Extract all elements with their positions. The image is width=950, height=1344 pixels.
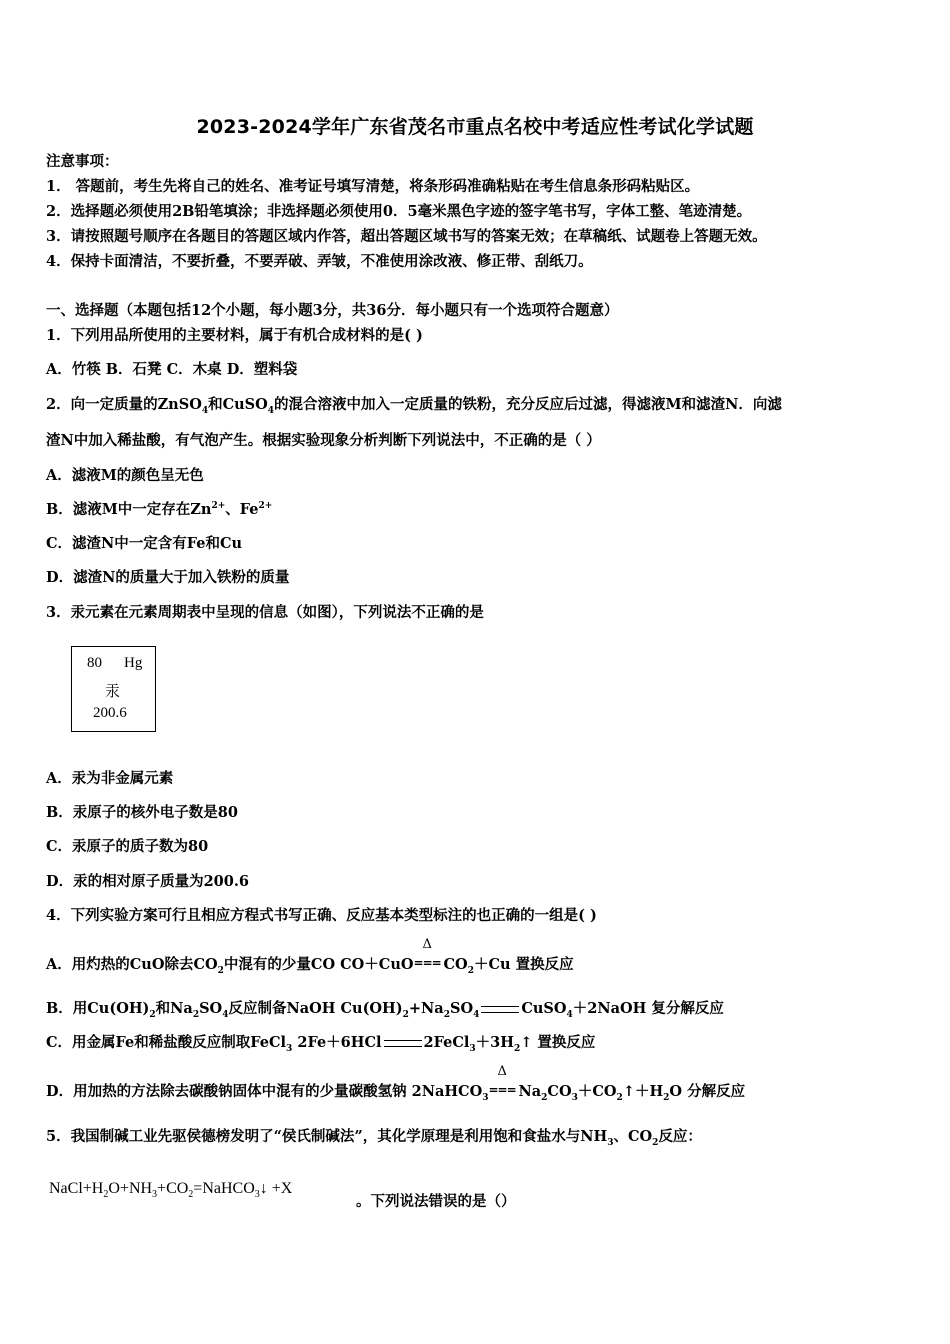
q4d-text: O 分解反应 bbox=[669, 1083, 746, 1100]
page-title: 2023-2024学年广东省茂名市重点名校中考适应性考试化学试题 bbox=[196, 116, 754, 138]
q5-text: 5．我国制碱工业先驱侯德榜发明了“侯氏制碱法”，其化学原理是利用饱和食盐水与NH bbox=[46, 1128, 608, 1145]
question-2-stem-line-1 bbox=[46, 395, 782, 415]
q4d-text: Na bbox=[518, 1083, 542, 1100]
question-2-option-a: A．滤液M的颜色呈无色 bbox=[46, 467, 204, 484]
question-5-equation bbox=[49, 1180, 293, 1201]
question-1-options: A．竹筷 B．石凳 C．木桌 D．塑料袋 bbox=[46, 361, 298, 378]
q5-formula: NaCl+H bbox=[49, 1180, 104, 1197]
q4b-sub: 2 bbox=[192, 1009, 200, 1020]
q2-sub: 4 bbox=[267, 405, 275, 416]
notes-item-2: 2．选择题必须使用2B铅笔填涂；非选择题必须使用0．5毫米黑色字迹的签字笔书写，字体工整、笔迹清楚。 bbox=[46, 203, 752, 220]
q5-formula: O+NH bbox=[108, 1180, 153, 1197]
q5-sub: 3 bbox=[607, 1137, 614, 1148]
q4d-text: ↑＋H bbox=[622, 1083, 664, 1100]
q4c-text: 2Fe＋6HCl bbox=[292, 1034, 382, 1051]
notes-item-3: 3．请按照题号顺序在各题目的答题区域内作答，超出答题区域书写的答案无效；在草稿纸、试题卷上答题无效。 bbox=[46, 228, 767, 245]
q4c-text: ＋3H bbox=[475, 1034, 514, 1051]
periodic-element-cell bbox=[71, 646, 156, 732]
q4c-text: 2FeCl bbox=[423, 1034, 470, 1051]
equals-sign: === bbox=[488, 1083, 516, 1097]
q4b-sub: 4 bbox=[222, 1009, 229, 1020]
q5-formula-sub: 3 bbox=[254, 1189, 260, 1201]
q4a-text: A．用灼热的CuO除去CO bbox=[46, 956, 218, 973]
q4c-sub: 3 bbox=[469, 1043, 476, 1054]
question-2-option-b bbox=[46, 500, 272, 520]
question-3-option-a: A．汞为非金属元素 bbox=[46, 770, 174, 787]
notes-heading: 注意事项： bbox=[46, 153, 119, 170]
q4a-sub: 2 bbox=[217, 965, 224, 976]
q5-sub: 2 bbox=[652, 1137, 659, 1148]
q4d-sub: 2 bbox=[616, 1092, 623, 1103]
question-3-option-b: B．汞原子的核外电子数是80 bbox=[46, 804, 238, 821]
q4d-sub: 3 bbox=[571, 1092, 578, 1103]
q4a-text: 中混有的少量CO CO＋CuO bbox=[223, 956, 414, 973]
q2-formula: CuSO bbox=[222, 396, 268, 413]
ion-charge: 2+ bbox=[258, 501, 273, 512]
q4d-sub: 2 bbox=[663, 1092, 670, 1103]
q4b-sub: 2 bbox=[443, 1009, 450, 1020]
q4b-sub: 2 bbox=[149, 1009, 156, 1020]
notes-item-1: 1． 答题前，考生先将自己的姓名、准考证号填写清楚，将条形码准确粘贴在考生信息条形码粘贴区。 bbox=[46, 178, 700, 195]
q2-option-b-text: B．滤液M中一定存在Zn bbox=[46, 501, 212, 518]
q4d-sub: 2 bbox=[541, 1092, 548, 1103]
q4a-sub: 2 bbox=[467, 965, 474, 976]
q2-option-b-text: 、Fe bbox=[225, 501, 259, 518]
q4b-text: SO bbox=[449, 1000, 474, 1017]
q4d-text: ＋CO bbox=[577, 1083, 617, 1100]
q4a-text: CO bbox=[443, 956, 468, 973]
question-4-stem: 4．下列实验方案可行且相应方程式书写正确、反应基本类型标注的也正确的一组是( ) bbox=[46, 907, 597, 924]
section-heading: 一、选择题（本题包括12个小题，每小题3分，共36分．每小题只有一个选项符合题意） bbox=[46, 302, 619, 319]
question-3-option-c: C．汞原子的质子数为80 bbox=[46, 838, 209, 855]
q2-formula: ZnSO bbox=[157, 396, 202, 413]
q2-text: 的混合溶液中加入一定质量的铁粉，充分反应后过滤，得滤液M和滤渣N．向滤 bbox=[274, 396, 782, 413]
q2-text: 2．向一定质量的 bbox=[46, 396, 158, 413]
question-4-option-a bbox=[46, 937, 574, 976]
q4b-text: SO bbox=[199, 1000, 223, 1017]
q5-text: 、CO bbox=[613, 1128, 653, 1145]
q4b-text: 和Na bbox=[155, 1000, 193, 1017]
q4d-text: D．用加热的方法除去碳酸钠固体中混有的少量碳酸氢钠 2NaHCO bbox=[46, 1083, 483, 1100]
q4d-sub: 3 bbox=[482, 1092, 489, 1103]
atomic-number: 80 bbox=[87, 655, 102, 671]
ion-charge: 2+ bbox=[211, 501, 226, 512]
notes-item-4: 4．保持卡面清洁，不要折叠，不要弄破、弄皱，不准使用涂改液、修正带、刮纸刀。 bbox=[46, 253, 593, 270]
question-4-option-c bbox=[46, 1033, 595, 1053]
question-1-stem: 1．下列用品所使用的主要材料，属于有机合成材料的是( ) bbox=[46, 327, 423, 344]
q4b-sub: 4 bbox=[473, 1009, 480, 1020]
question-3-stem: 3．汞元素在元素周期表中呈现的信息（如图），下列说法不正确的是 bbox=[46, 604, 484, 621]
q4c-text: C．用金属Fe和稀盐酸反应制取FeCl bbox=[46, 1034, 287, 1051]
long-equals-sign bbox=[481, 1006, 519, 1013]
delta-symbol: Δ bbox=[422, 937, 432, 952]
long-equals-sign bbox=[384, 1040, 422, 1047]
q4b-text: +Na bbox=[408, 1000, 444, 1017]
question-2-option-c: C．滤渣N中一定含有Fe和Cu bbox=[46, 535, 243, 552]
question-4-option-d bbox=[46, 1064, 746, 1103]
q4b-text: 反应制备NaOH Cu(OH) bbox=[228, 1000, 403, 1017]
q4c-sub: 3 bbox=[286, 1043, 293, 1054]
equals-sign: === bbox=[413, 956, 441, 970]
q4c-sub: 2 bbox=[513, 1043, 521, 1054]
q5-formula-sub: 2 bbox=[103, 1189, 109, 1201]
q5-formula-sub: 3 bbox=[152, 1189, 158, 1201]
heat-equals-sign bbox=[488, 1064, 519, 1097]
q5-formula: ↓ +X bbox=[259, 1180, 293, 1197]
question-5-stem bbox=[46, 1127, 702, 1147]
heat-equals-sign bbox=[413, 937, 444, 970]
q5-formula: +CO bbox=[157, 1180, 189, 1197]
question-4-option-b bbox=[46, 999, 724, 1019]
question-5-prompt: 。下列说法错误的是（） bbox=[356, 1193, 516, 1210]
q5-text: 反应： bbox=[658, 1128, 702, 1145]
q2-sub: 4 bbox=[201, 405, 209, 416]
question-3-option-d: D．汞的相对原子质量为200.6 bbox=[46, 873, 249, 890]
q4d-text: CO bbox=[547, 1083, 572, 1100]
atomic-mass: 200.6 bbox=[93, 705, 127, 721]
question-2-option-d: D．滤渣N的质量大于加入铁粉的质量 bbox=[46, 569, 290, 586]
q4b-text: B．用Cu(OH) bbox=[46, 1000, 150, 1017]
q4b-text: CuSO bbox=[521, 1000, 567, 1017]
q4b-sub: 4 bbox=[566, 1009, 573, 1020]
delta-symbol: Δ bbox=[497, 1064, 507, 1079]
q4b-text: ＋2NaOH 复分解反应 bbox=[572, 1000, 724, 1017]
q4b-sub: 2 bbox=[402, 1009, 409, 1020]
element-symbol: Hg bbox=[124, 655, 143, 671]
q5-formula-sub: 2 bbox=[188, 1189, 194, 1201]
q4a-text: ＋Cu 置换反应 bbox=[473, 956, 574, 973]
q4c-text: ↑ 置换反应 bbox=[520, 1034, 596, 1051]
element-name: 汞 bbox=[105, 684, 121, 700]
question-2-stem-line-2: 渣N中加入稀盐酸，有气泡产生。根据实验现象分析判断下列说法中，不正确的是（ ） bbox=[46, 432, 601, 449]
q5-formula: =NaHCO bbox=[193, 1180, 255, 1197]
q2-text: 和 bbox=[208, 396, 223, 413]
